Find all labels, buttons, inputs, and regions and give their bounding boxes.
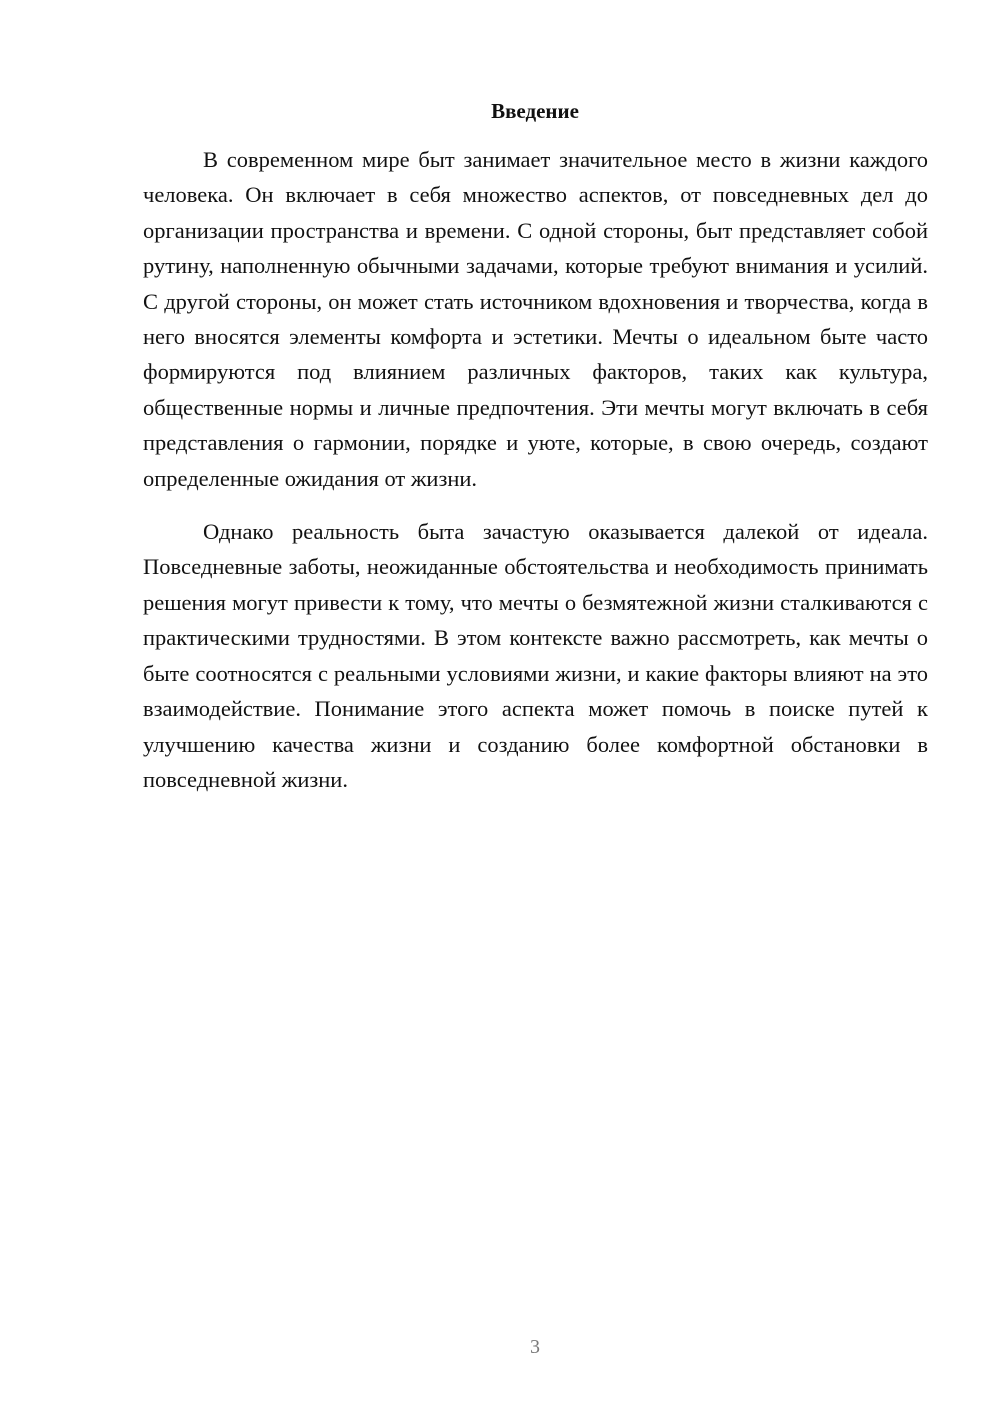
body-text [143,142,928,797]
paragraph-1: В современном мире быт занимает значительное место в жизни каждого человека. Он включает в себя множество аспектов, от повседневных дел до организации пространства и времени. С одной стороны, быт представляет собой рутину, наполненную обычными задачами, которые требуют внимания и усилий. С другой стороны, он может стать источником вдохновения и творчества, когда в него вносятся элементы комфорта и эстетики. Мечты о идеальном быте часто формируются под влиянием различных факторов, таких как культура, общественные нормы и личные предпочтения. Эти мечты могут включать в себя представления о гармонии, порядке и уюте, которые, в свою очередь, создают определенные ожидания от жизни. [143,147,928,491]
paragraph-2: Однако реальность быта зачастую оказывается далекой от идеала. Повседневные заботы, неожиданные обстоятельства и необходимость принимать решения могут привести к тому, что мечты о безмятежной жизни сталкиваются с практическими трудностями. В этом контексте важно рассмотреть, как мечты о быте соотносятся с реальными условиями жизни, и какие факторы влияют на это взаимодействие. Понимание этого аспекта может помочь в поиске путей к улучшению качества жизни и созданию более комфортной обстановки в повседневной жизни. [143,519,928,792]
page-number: 3 [530,1336,540,1358]
section-heading: Введение [491,99,579,123]
